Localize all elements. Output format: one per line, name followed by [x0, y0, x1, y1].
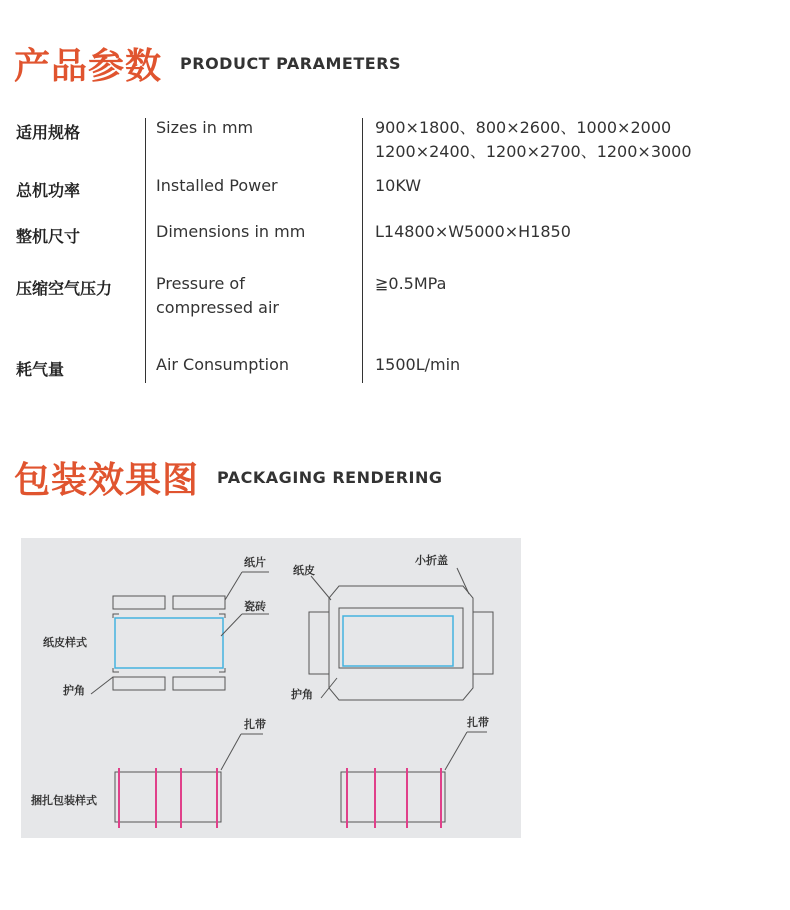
section-title-product-parameters — [14, 38, 401, 89]
section-title-packaging-rendering — [14, 452, 443, 503]
section-title-en: PRODUCT PARAMETERS — [180, 54, 402, 73]
param-value: L14800×W5000×H1850 — [375, 222, 571, 241]
paper-sheet — [173, 596, 225, 609]
param-value-line: 1200×2400、1200×2700、1200×3000 — [375, 142, 692, 161]
label-tile: 瓷砖 — [244, 600, 266, 613]
label-corner-guard: 护角 — [291, 688, 313, 701]
bundle-box — [115, 772, 221, 822]
param-label-cn: 压缩空气压力 — [16, 279, 113, 298]
paper-sheet — [113, 677, 165, 690]
param-label-cn: 适用规格 — [16, 123, 81, 142]
label-paper-skin: 纸皮 — [293, 564, 315, 577]
box-lid — [339, 608, 463, 668]
param-label-cn: 耗气量 — [16, 360, 65, 379]
column-divider — [145, 118, 146, 383]
box-skin — [329, 586, 473, 700]
label-small-flap: 小折盖 — [415, 554, 448, 567]
leader-line — [91, 677, 113, 694]
param-value — [375, 116, 775, 164]
param-label-en — [156, 272, 356, 320]
section-title-cn: 产品参数 — [14, 46, 163, 87]
leader-line — [225, 572, 242, 600]
param-value: 10KW — [375, 176, 422, 195]
label-strap: 扎带 — [244, 718, 266, 731]
leader-line — [221, 734, 241, 770]
label-bundle-style: 捆扎包装样式 — [31, 794, 97, 807]
param-label-en: Air Consumption — [156, 355, 290, 374]
param-label-en-line: compressed air — [156, 298, 279, 317]
param-label-cn: 总机功率 — [16, 181, 81, 200]
leader-line — [221, 614, 242, 636]
param-value: 1500L/min — [375, 355, 461, 374]
param-label-cn: 整机尺寸 — [16, 227, 81, 246]
leader-line — [311, 576, 331, 600]
label-strap: 扎带 — [467, 716, 489, 729]
packaging-diagram-svg — [21, 538, 521, 838]
tile — [115, 618, 223, 668]
column-divider — [362, 118, 363, 383]
packaging-diagram — [21, 538, 521, 838]
param-label-en: Sizes in mm — [156, 118, 254, 137]
leader-line — [457, 568, 469, 594]
param-label-en: Dimensions in mm — [156, 222, 306, 241]
param-label-en-line: Pressure of — [156, 274, 245, 293]
paper-sheet — [113, 596, 165, 609]
label-corner-guard: 护角 — [63, 684, 85, 697]
param-label-en: Installed Power — [156, 176, 278, 195]
label-paper-sheet: 纸片 — [244, 556, 266, 569]
section-title-en: PACKAGING RENDERING — [217, 468, 443, 487]
param-value: ≧0.5MPa — [375, 274, 447, 293]
param-value-line: 900×1800、800×2600、1000×2000 — [375, 118, 672, 137]
section-title-cn: 包装效果图 — [14, 460, 200, 501]
tile — [343, 616, 453, 666]
corner-guard — [113, 614, 225, 672]
paper-sheet — [173, 677, 225, 690]
bundle-box — [341, 772, 445, 822]
label-paper-skin-style: 纸皮样式 — [43, 636, 87, 649]
leader-line — [445, 732, 467, 770]
small-flap — [309, 612, 493, 674]
